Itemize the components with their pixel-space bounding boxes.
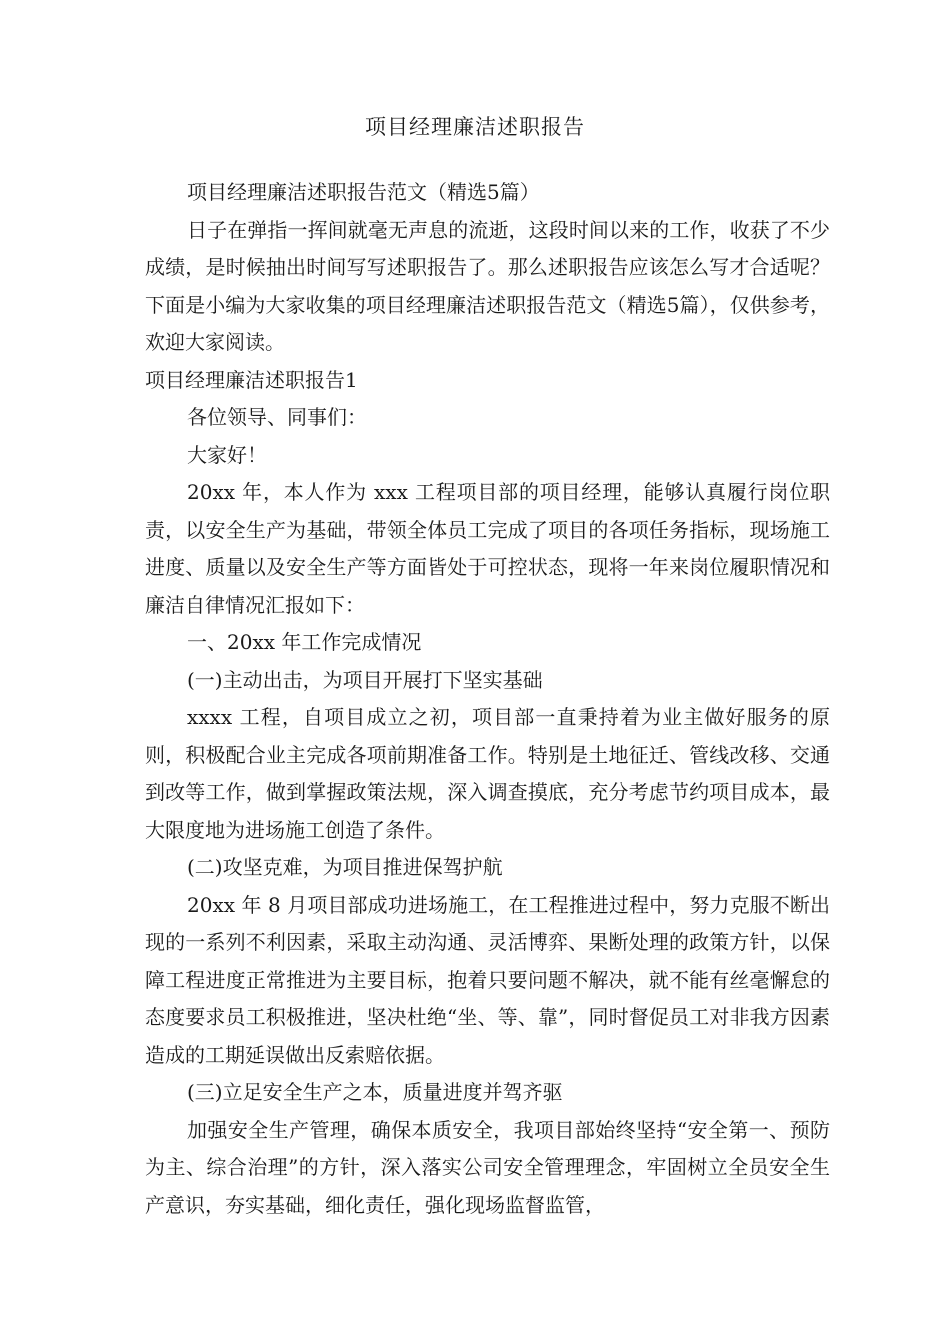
paragraph-greeting: 大家好！ [187, 442, 267, 467]
paragraph-subheading-2-body: 20xx 年 8 月项目部成功进场施工，在工程推进过程中，努力克服不断出现的一系列不利因素，采取主动沟通、灵活博弈、果断处理的政策方针，以保障工程进度正常推进为主要目标，抱着只要问题不解决，就不能有丝毫懈怠的态度要求员工积极推进，坚决杜绝“坐、等、靠”，同时督促员工对非我方因素造成的工期延误做出反索赔依据。 [145, 892, 830, 1067]
paragraph-subheading-3-body: 加强安全生产管理，确保本质安全，我项目部始终坚持“安全第一、预防为主、综合治理”的方针，深入落实公司安全管理理念，牢固树立全员安全生产意识，夯实基础，细化责任，强化现场监督监管， [145, 1117, 830, 1217]
subheading-2: (二)攻坚克难，为项目推进保驾护航 [187, 855, 503, 879]
document-title: 项目经理廉洁述职报告 [365, 115, 585, 139]
paragraph-salutation: 各位领导、同事们： [187, 405, 367, 429]
subheading-1: (一)主动出击，为项目开展打下坚实基础 [187, 667, 543, 692]
paragraph-intro: 日子在弹指一挥间就毫无声息的流逝，这段时间以来的工作，收获了不少成绩，是时候抽出时间写写述职报告了。那么述职报告应该怎么写才合适呢？下面是小编为大家收集的项目经理廉洁述职报告范文（精选5篇），仅供参考，欢迎大家阅读。 [145, 217, 830, 354]
section-heading-report-1: 项目经理廉洁述职报告1 [145, 367, 358, 392]
document-body [145, 174, 830, 1224]
paragraph-subheading-1-body: xxxx 工程，自项目成立之初，项目部一直秉持着为业主做好服务的原则，积极配合业主完成各项前期准备工作。特别是土地征迁、管线改移、交通到改等工作，做到掌握政策法规，深入调查摸底，充分考虑节约项目成本，最大限度地为进场施工创造了条件。 [145, 705, 830, 842]
heading-work-completion: 一、20xx 年工作完成情况 [187, 630, 422, 654]
paragraph-overview: 20xx 年，本人作为 xxx 工程项目部的项目经理，能够认真履行岗位职责，以安全生产为基础，带领全体员工完成了项目的各项任务指标，现场施工进度、质量以及安全生产等方面皆处于可控状态，现将一年来岗位履职情况和廉洁自律情况汇报如下： [145, 480, 830, 617]
paragraph-subtitle: 项目经理廉洁述职报告范文（精选5篇） [187, 180, 540, 204]
subheading-3: (三)立足安全生产之本，质量进度并驾齐驱 [187, 1080, 563, 1104]
